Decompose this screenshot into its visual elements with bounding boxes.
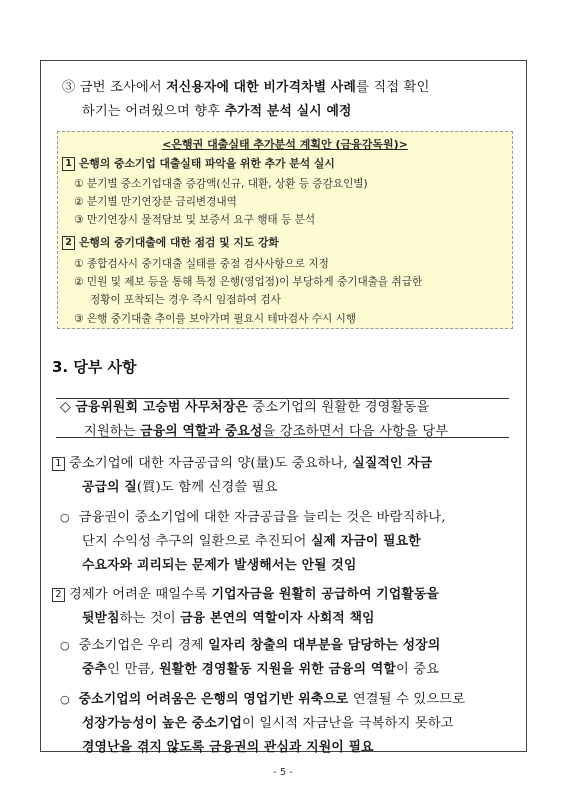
intro-paragraph: ③ 금번 조사에서 저신용자에 대한 비가격차별 사례를 직접 확인 하기는 어려웠으며 향후 추가적 분석 실시 예정	[62, 80, 430, 119]
point-1: 1 중소기업에 대한 자금공급의 양(量)도 중요하나, 실질적인 자금 공급의 질(質)도 함께 신경쓸 필요	[52, 452, 522, 500]
plan-section-1: 1 은행의 중소기업 대출실태 파악을 위한 추가 분석 실시	[62, 156, 335, 171]
plan-s2-item: ② 민원 및 제보 등을 통해 특정 은행(영업점)이 부당하게 중기대출을 취급한	[74, 276, 423, 288]
bullet-circle: ○	[60, 511, 70, 524]
diamond-icon: ◇	[60, 399, 71, 415]
point-2: 2 경제가 어려운 때일수록 기업자금을 원활히 공급하여 기업활동을 뒷받침하는 것이 금융 본연의 역할이자 사회적 책임	[52, 583, 522, 631]
plan-box	[57, 131, 513, 329]
plan-s1-item: ③ 만기연장시 물적담보 및 보증서 요구 행태 등 분석	[74, 214, 316, 226]
point-2-sub-a: ○ 중소기업은 우리 경제 일자리 창출의 대부분을 담당하는 성장의 중추인 만큼, 원활한 경영활동 지원을 위한 금융의 역할이 중요	[60, 638, 441, 677]
section-heading: 3. 당부 사항	[52, 358, 137, 376]
boxed-number-1: 1	[52, 457, 65, 471]
summary-paragraph: ◇ 금융위원회 고승범 사무처장은 중소기업의 원활한 경영활동을 지원하는 금융의 역할과 중요성을 강조하면서 다음 사항을 당부	[60, 399, 449, 439]
plan-section-2: 2 은행의 중기대출에 대한 점검 및 지도 강화	[62, 235, 279, 250]
page-number: - 5 -	[273, 767, 293, 778]
bullet-circle: ○	[60, 693, 70, 706]
circled-number-3: ③	[62, 80, 76, 95]
bullet-circle: ○	[60, 639, 70, 652]
plan-s1-item: ② 분기별 만기연장분 금리변경내역	[74, 196, 237, 208]
plan-s2-item: ① 종합검사시 중기대출 실태를 중점 검사사항으로 지정	[74, 258, 329, 270]
plan-s2-item-cont: 정황이 포착되는 경우 즉시 임점하여 검사	[90, 294, 281, 306]
plan-box-title: <은행권 대출실태 추가분석 계획안 (금융감독원)>	[162, 138, 408, 151]
point-2-sub-b: ○ 중소기업의 어려움은 은행의 영업기반 위축으로 연결될 수 있으므로 성장가능성이 높은 중소기업이 일시적 자금난을 극복하지 못하고 경영난을 겪지 않도록 금융권의 관심과 지원이 필요	[60, 692, 466, 755]
plan-s2-item: ③ 은행 중기대출 추이를 보아가며 필요시 테마검사 수시 시행	[74, 313, 357, 325]
boxed-number-2: 2	[52, 588, 65, 602]
point-1-sub: ○ 금융권이 중소기업에 대한 자금공급을 늘리는 것은 바람직하나, 단지 수익성 추구의 일환으로 추진되어 실제 자금이 필요한 수요자와 괴리되는 문제가 발생해서는 안될 것임	[60, 510, 446, 573]
plan-s1-item: ① 분기별 중소기업대출 증감액(신규, 대환, 상환 등 증감요인별)	[74, 178, 368, 190]
